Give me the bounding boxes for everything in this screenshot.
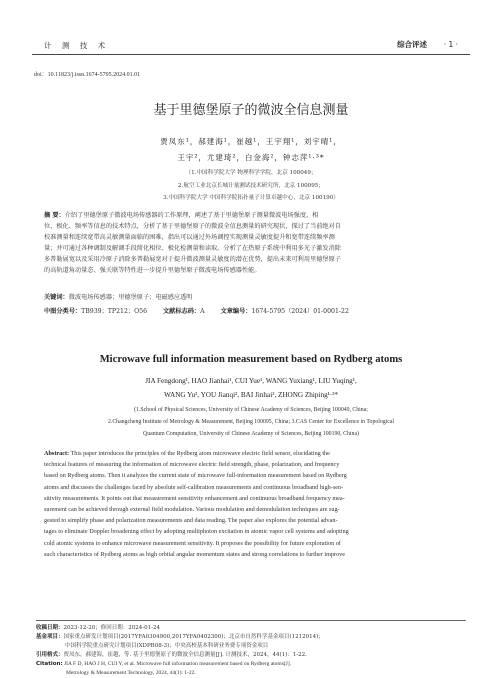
authors-cn-line1: 贾凤东¹，郝建海¹，崔越¹，王宇翔¹，刘宇晴¹， — [160, 137, 342, 146]
abstract-cn-line: 位、极化、频率等信息的技术特点，分析了基于里德堡原子的微波全信息测量的研究现状，探讨了当前绝对自 — [44, 223, 341, 230]
abstract-en-line: based on Rydberg atoms. Then it analyzes the current state of microwave full-information measurement based on Rydberg — [44, 472, 347, 480]
abstract-en-line: technical features of measuring the information of microwave electric field strength, phase, polarization, and frequency — [44, 461, 340, 469]
title-en: Microwave full information measurement based on Rydberg atoms — [99, 354, 403, 365]
authors-cn-line2: 王宇²，尤建琦²，白金海²，钟志萍¹·³* — [177, 153, 325, 162]
fund-info-cont: 中国科学院重点研究计划项目(XDPB08-3)；中央高校基本科研业务费专项资金项目 — [65, 643, 269, 649]
affiliation-cn-3: 3.中国科学院大学 中国科学院拓扑量子计算卓越中心，北京 100190） — [163, 195, 339, 201]
fund-info: 基金项目：国家重点研发计划项目(2017YFA0304900,2017YFA0402300)；北京市自然科学基金项目(1212014)； — [36, 634, 324, 640]
document-code: A — [200, 308, 205, 315]
authors-en-line1: JIA Fengdong¹, HAO Jianhai¹, CUI Yue¹, WANG Yuxiang¹, LIU Yuqing¹, — [145, 377, 357, 385]
abstract-en-line: atoms and discusses the challenges faced by absolute self-calibration measurements and continuous broadband high-sen- — [44, 483, 344, 491]
abstract-en-line: gested to simplify phase and polarization measurements and data reading. The paper also explores the potential advan- — [44, 517, 338, 525]
article-number: 1674-5795（2024）01-0001-22 — [251, 308, 349, 315]
abstract-en-line: surement can be achieved through external field modulation. Various modulation and demodulation techniques are sug- — [44, 506, 340, 514]
affiliation-en-1: (1.School of Physical Sciences, University of Chinese Academy of Sciences, Beijing 100049, China; — [134, 407, 368, 413]
keywords-cn-text: 微波电场传感器；里德堡原子；电磁感应透明 — [68, 294, 193, 301]
received-date: 收稿日期：2023-12-20；修回日期：2024-01-24 — [36, 625, 160, 631]
clc-number: TB939；TP212；O56 — [81, 308, 148, 315]
abstract-cn-line: 多普勒展宽以及采用冷原子消除多普勒展宽对于提升微波测量灵敏度的潜在优势，提出未来可利用里德堡原子 — [44, 256, 341, 263]
affiliation-en-3: Quantum Computation, University of Chinese Academy of Sciences, Beijing 100190, China) — [143, 431, 359, 437]
keywords-cn-label: 关键词： — [44, 294, 69, 301]
affiliation-cn-2: 2.航空工业北京长城计量测试技术研究所，北京 100095； — [178, 183, 324, 189]
abstract-cn — [44, 210, 460, 276]
abstract-cn-label: 摘 要： — [44, 212, 65, 219]
abstract-cn-line: 校准测量和连续宽带高灵敏测量面临的困难，指出可以通过外场调控实现测量灵敏度提升和宽带连续频率测 — [44, 234, 335, 241]
citation-en-cont: Metrology & Measurement Technology, 2024, 44(1): 1-22. — [66, 670, 196, 676]
abstract-cn-line: 摘 要：介绍了里德堡原子微波电场传感器的工作原理，阐述了基于里德堡原子测量微波电场强度、相 — [44, 212, 319, 219]
citation-en: Citation: JIA F D, HAO J H, CUI Y, et al. Microwave full information measurement based on Rydberg atoms[J]. — [36, 661, 292, 667]
abstract-en-line: cold atomic systems to enhance microwave measurement sensitivity. It proposes the possibility for future exploration of — [44, 539, 341, 547]
page-number: · 1 · — [443, 40, 458, 49]
abstract-cn-line: 量；并可通过各种调制及解调手段简化相位、极化检测量和读取。分析了在热原子系统中利用多光子激发消除 — [44, 245, 341, 252]
footnotes — [36, 624, 466, 678]
doi[interactable]: doi：10.11823/j.issn.1674-5795.2024.01.01 — [34, 72, 141, 78]
journal-name: 计 测 技 术 — [44, 41, 110, 50]
abstract-en-line: sitivity measurements. It points out that measurement sensitivity enhancement and continuous broadband frequency mea- — [44, 494, 345, 502]
abstract-en — [44, 448, 460, 560]
abstract-en-line: Abstract: This paper introduces the principles of the Rydberg atom microwave electric field sensor, elucidating the — [44, 450, 330, 457]
abstract-cn-line: 的高轨道角动量态、强关联等特性进一步提升里德堡原子微波电场传感器性能。 — [44, 267, 261, 274]
header-rule — [32, 54, 470, 55]
abstract-en-label: Abstract: — [44, 450, 70, 457]
footnote-rule — [36, 620, 466, 621]
abstract-en-line: tages to eliminate Doppler broadening effect by adopting multiphoton excitation in atomic vapor cell systems and adopting — [44, 528, 349, 536]
classification-cn: 中图分类号：TB939；TP212；O56 文献标志码：A 文章编号：1674-5795（2024）01-0001-22 — [44, 308, 349, 315]
cite-format-cn: 引用格式：贾凤东，郝建海，崔越，等. 基于里德堡原子的微波全信息测量[J]. 计测技术，2024，44(1)：1-22. — [36, 652, 307, 658]
affiliation-en-2: 2.Changcheng Institute of Metrology & Measurement, Beijing 100095, China; 3.CAS Center for Excellence in Topological — [107, 419, 395, 425]
section-and-page — [397, 39, 458, 50]
authors-en-line2: WANG Yu², YOU Jianqi², BAI Jinhai², ZHONG Zhiping¹·³* — [164, 391, 338, 399]
keywords-cn — [44, 292, 193, 301]
affiliation-cn-1: （1.中国科学院大学 物理科学学院，北京 100049； — [185, 170, 317, 176]
section-label: 综合评述 — [397, 40, 428, 49]
title-cn: 基于里德堡原子的微波全信息测量 — [153, 103, 349, 118]
abstract-en-line: such characteristics of Rydberg atoms as high orbital angular momentum states and strong correlations to further improve — [44, 550, 346, 558]
